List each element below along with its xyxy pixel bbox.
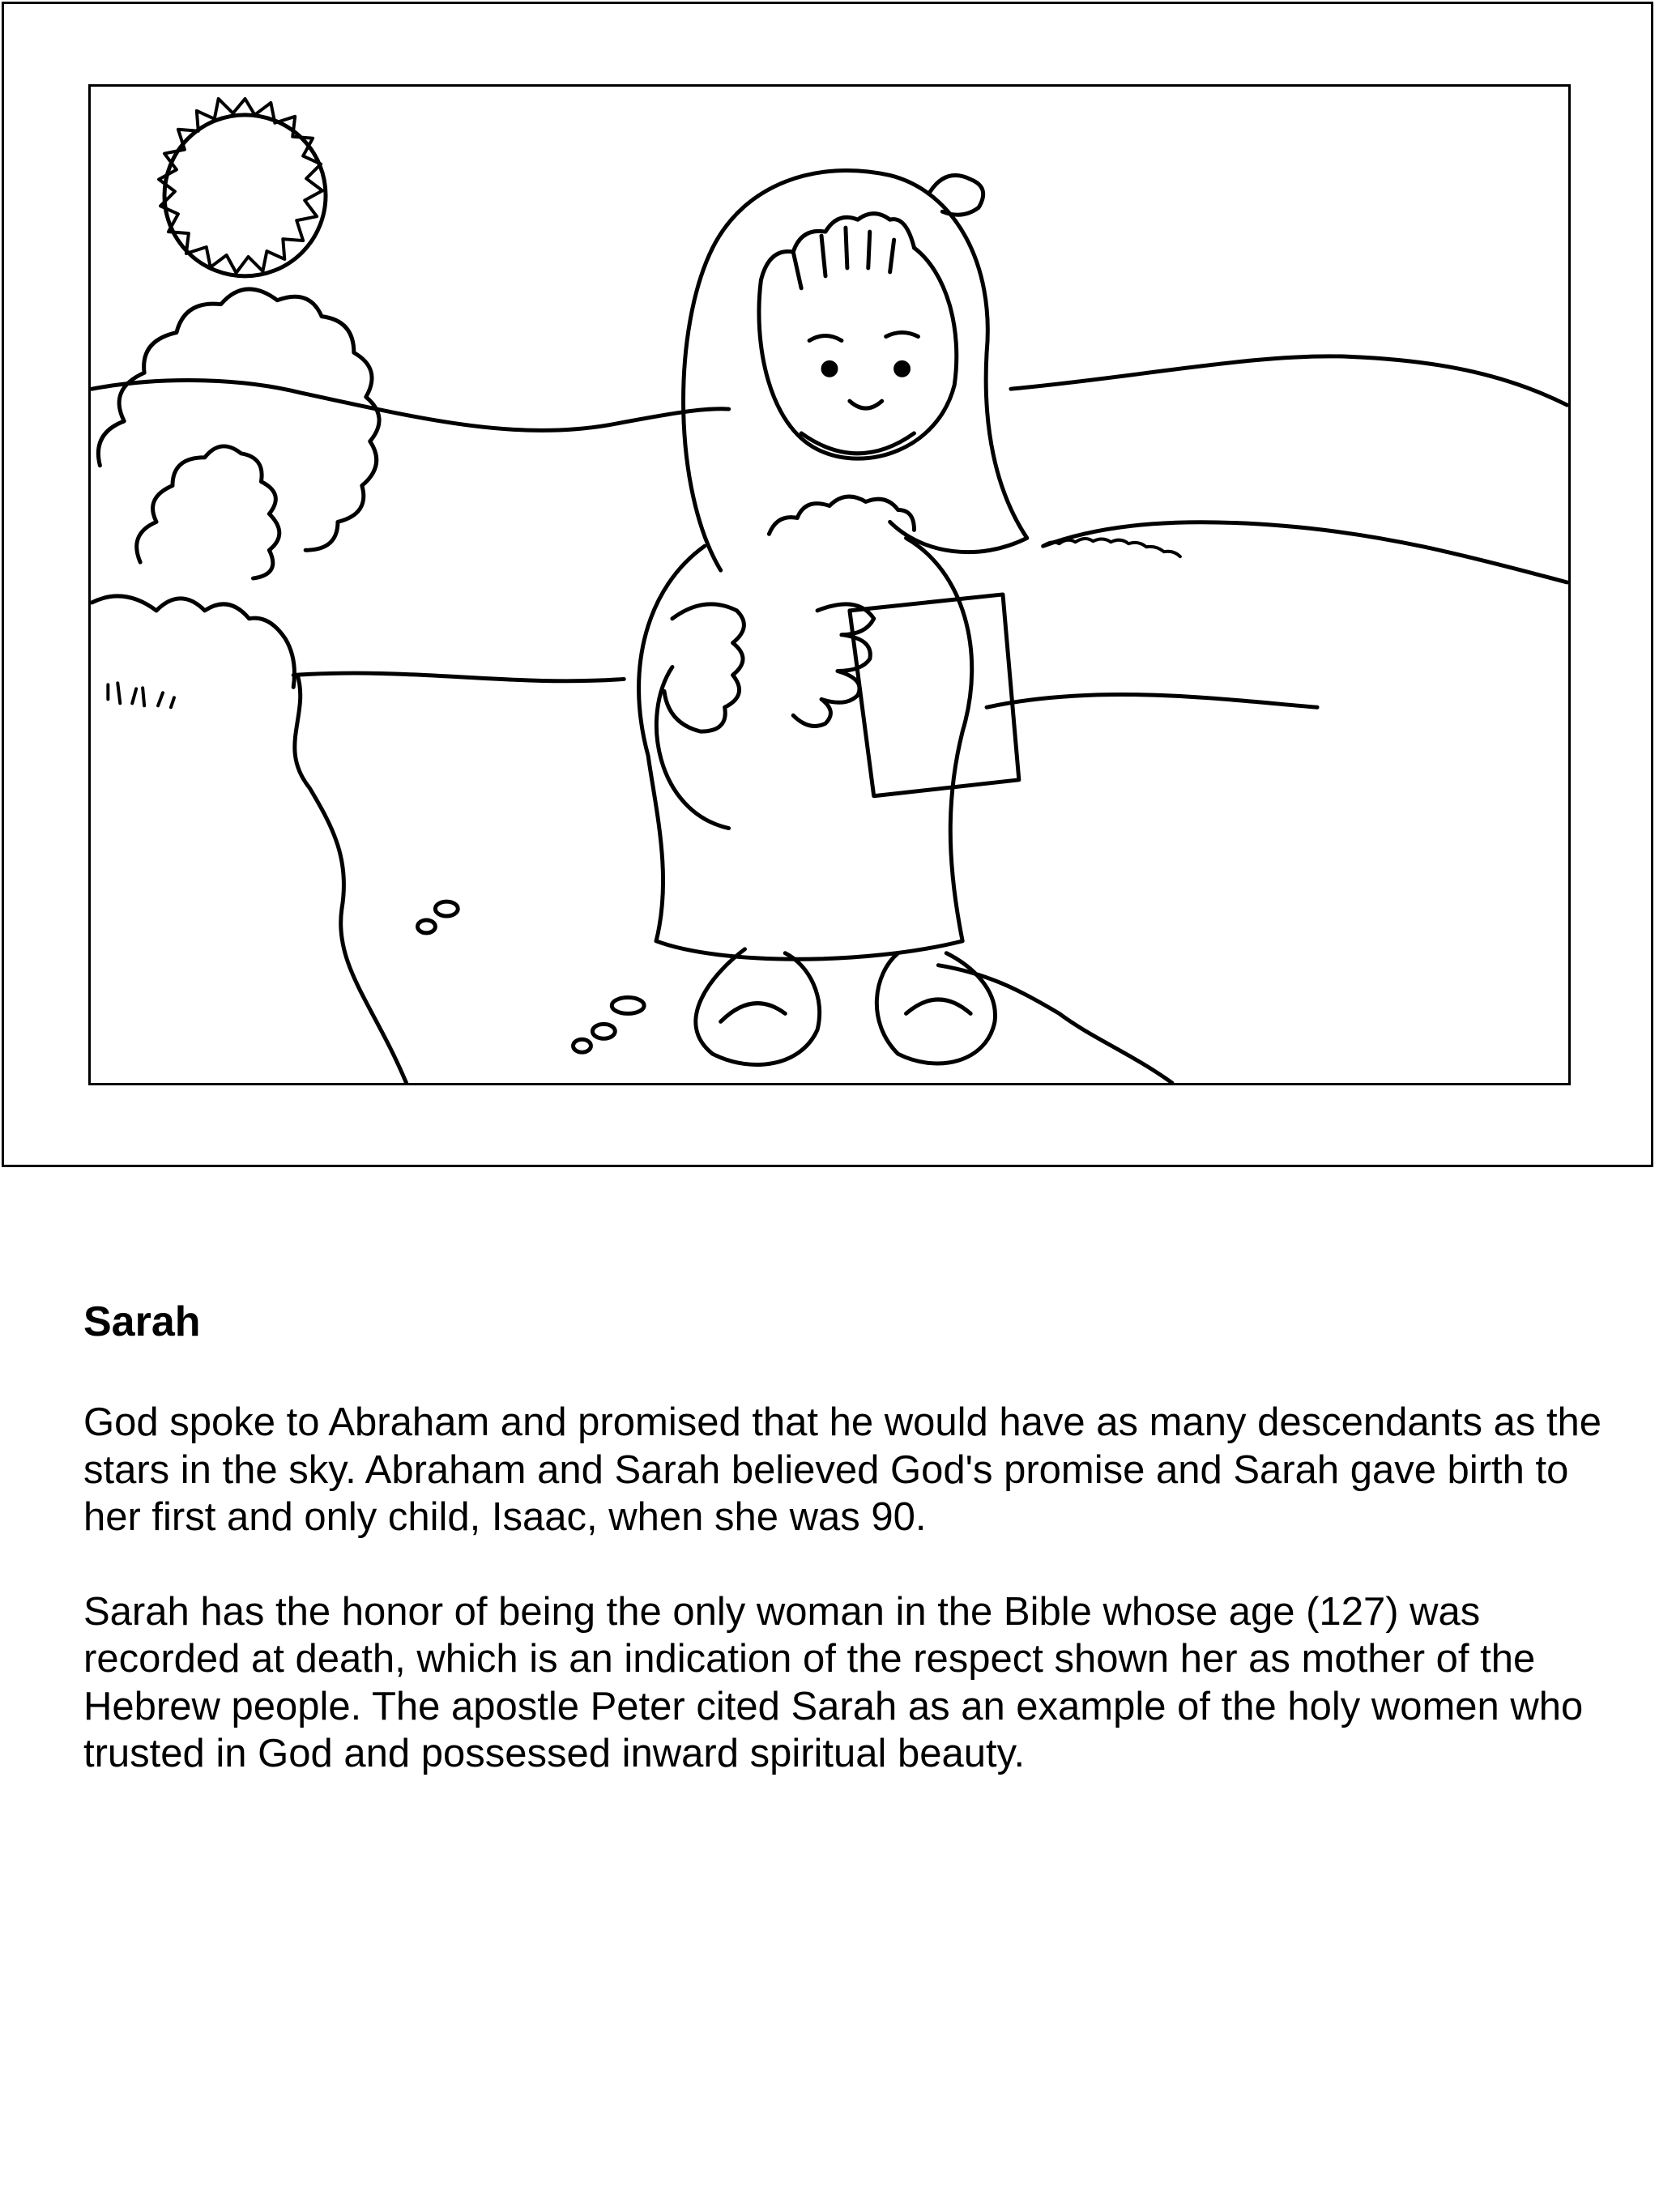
path	[295, 675, 1172, 1083]
sun-icon	[159, 99, 326, 276]
coloring-illustration	[88, 84, 1571, 1085]
paragraph-1: God spoke to Abraham and promised that he would have as many descendants as the stars in the sky. Abraham and Sarah believed God's promise and Sarah gave birth to her first and only child, Isaac, when she was 90.	[83, 1400, 1602, 1539]
page-title: Sarah	[83, 1298, 201, 1345]
grass-tuft	[108, 683, 174, 707]
sarah-figure	[639, 170, 1027, 1064]
bush	[92, 289, 379, 687]
story-text	[83, 1296, 1606, 1825]
hills	[92, 356, 1567, 707]
paragraph-2: Sarah has the honor of being the only woman in the Bible whose age (127) was recorded at death, which is an indication of the respect shown her as mother of the Hebrew people. The apostle Peter cited Sarah as an example of the holy women who trusted in God and possessed inward spiritual beauty.	[83, 1589, 1584, 1775]
